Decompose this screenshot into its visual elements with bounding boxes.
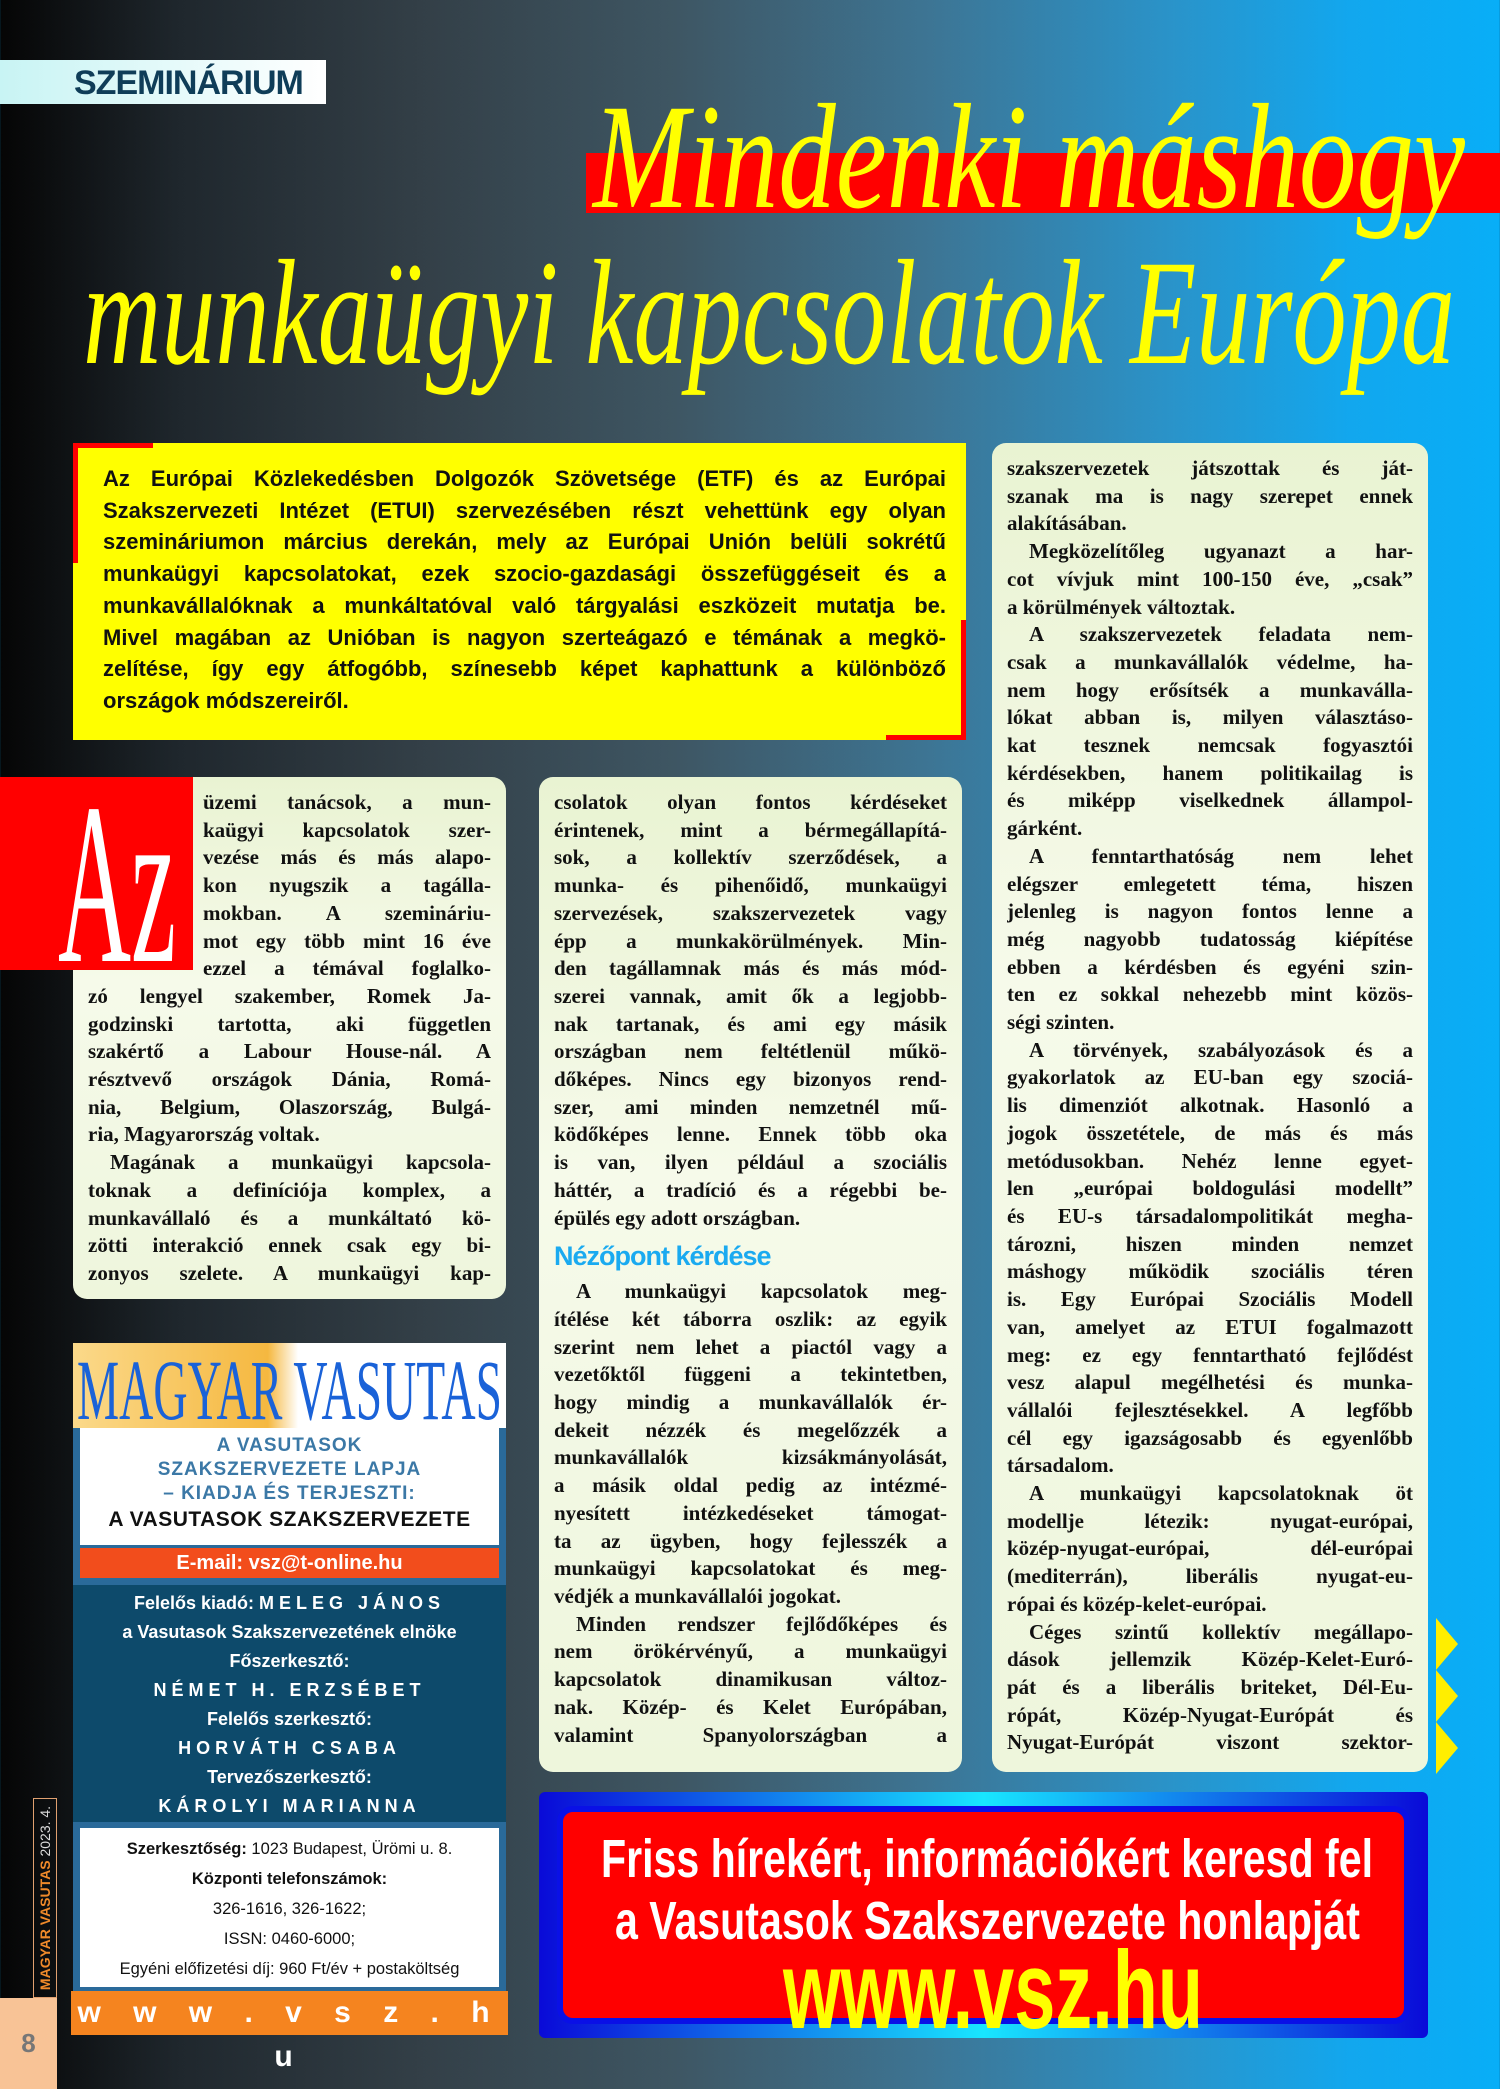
text-line: ezzel a témával foglalko- [203,956,491,981]
text-line: Megközelítőleg ugyanazt a har- [1029,539,1413,564]
text-line: munkaügyi kapcsolatokat és meg- [554,1556,947,1581]
text-line: vesz alapul megélhetési és munka- [1007,1370,1413,1395]
text-line: kaügyi kapcsolatok szer- [203,817,491,842]
text-line: szakszervezetek játszottak és ját- [1007,456,1413,480]
lead-line: zelítése, így egy átfogóbb, színesebb képet kaphattunk a különböző [103,656,946,682]
text-line: országban nem feltétlenül műkö- [554,1039,947,1064]
staff-list [73,1585,506,1822]
text-line: A fenntarthatóság nem lehet [1029,843,1413,868]
subscription-price: Egyéni előfizetési díj: 960 Ft/év + postaköltség [119,1960,460,1978]
text-line: dások jellemzik Közép-Kelet-Euró- [1007,1647,1413,1672]
text-line: résztvevő országok Dánia, Romá- [88,1067,491,1092]
text-line: len „európai boldogulási modellt” [1007,1176,1413,1201]
office-address-text: 1023 Budapest, Ürömi u. 8. [251,1840,453,1858]
text-line: védjék a munkavállalói jogokat. [554,1583,842,1608]
page-number [0,1998,57,2089]
text-line: üzemi tanácsok, a mun- [203,790,491,814]
text-line: cél egy igazságosabb és egyenlőbb [1007,1425,1413,1450]
text-line: zötti interakció ennek csak egy bi- [88,1233,491,1258]
text-line: épülés egy adott országban. [554,1205,801,1230]
lead-line: szemináriumon március derekán, mely az Európai Unión belüli sokrétű [103,529,946,555]
text-line: (mediterrán), liberális nyugat-eu- [1007,1564,1413,1589]
text-line: nia, Belgium, Olaszország, Bulgá- [88,1094,491,1119]
text-line: is. Egy Európai Szociális Modell [1007,1287,1413,1312]
text-line: kérdésekben, hanem politikailag is [1007,760,1413,785]
text-line: ten ez sokkal nehezebb mint közös- [1007,982,1413,1007]
logo-text: MAGYAR VASUTAS [77,1343,502,1428]
text-line: a másik oldal pedig az intézmé- [554,1473,947,1498]
text-line: a körülmények változtak. [1007,594,1236,619]
staff-publisher [73,1589,506,1618]
text-line: és miképp viselkednek állampol- [1007,788,1413,813]
text-line: közép-nyugat-európai, dél-európai [1007,1536,1413,1561]
website-banner[interactable] [539,1792,1428,2052]
text-line: modellje létezik: nyugat-európai, [1007,1508,1413,1533]
text-line: zó lengyel szakember, Romek Ja- [88,983,491,1008]
lead-line: Szakszervezeti Intézet (ETUI) szervezésében részt vehettünk egy olyan [103,497,946,523]
text-line: jogok összetétele, de más és más [1007,1120,1413,1145]
text-line: metódusokban. Nehéz lenne egyet- [1007,1148,1413,1173]
section-label-text: SZEMINÁRIUM [74,64,303,102]
red-corner-accent [961,620,966,740]
text-line: Minden rendszer fejlődőképes és [576,1611,947,1636]
text-line: elégszer emlegetett téma, hiszen [1007,871,1413,896]
banner-url[interactable]: www.vsz.hu [783,1929,1203,2052]
text-line: ítélése két táborra oszlik: az egyik [554,1306,947,1331]
staff-name: NÉMET H. ERZSÉBET [153,1680,426,1700]
text-line: hogy mindig a munkavállalók ér- [554,1390,947,1415]
impressum-box [73,1343,506,2073]
banner-line-2: a Vasutasok Szakszervezete honlapját [615,1891,1360,1951]
lead-line: Mivel magában az Unióban is nagyon szerteágazó e témának a megkö- [103,624,946,650]
text-line: kat tesznek nemcsak fogyasztói [1007,733,1413,758]
text-line: munkavállalók kizsákmányolását, [554,1445,947,1470]
issue-number: 2023. 4. [37,1805,53,1857]
text-line: Céges szintű kollektív megállapo- [1029,1619,1413,1644]
text-line: csak a munkavállalók védelme, ha- [1007,649,1413,674]
drop-cap-text: Az [58,777,176,970]
office-address [80,1834,499,1864]
text-line: pát és a liberális briteket, Dél-Eu- [1007,1674,1413,1699]
publisher-info [80,1428,499,1545]
text-line: szervezések, szakszervezetek vagy [554,900,947,925]
text-line: vállalói fejlesztésekkel. A legfőbb [1007,1397,1413,1422]
text-line: rópát, Közép-Nyugat-Európát és [1007,1702,1413,1727]
staff-label: Tervezőszerkesztő: [207,1767,372,1787]
text-line: ködőképes lenne. Ennek több oka [554,1122,947,1147]
lead-paragraph [103,463,946,717]
magyar-vasutas-logo [73,1343,506,1428]
text-line: szer, ami minden nemzetnél mű- [554,1094,947,1119]
banner-panel [557,1806,1410,2052]
text-line: kapcsolatok dinamikusan változ- [554,1667,947,1692]
subheading: Nézőpont kérdése [554,1241,771,1272]
text-line: nem hogy erősítsék a munkaválla- [1007,677,1413,702]
text-line: Nyugat-Európát viszont szektor- [1007,1730,1413,1755]
article-column-3 [992,443,1428,1772]
text-line: valamint Spanyolországban a [554,1722,947,1747]
text-line: érintenek, mint a bérmegállapítá- [554,817,947,842]
text-line: gárként. [1007,816,1083,841]
text-line: nyesített intézkedéseket támogat- [554,1500,947,1525]
phones-label: Központi telefonszámok: [191,1870,388,1888]
lead-line: Az Európai Közlekedésben Dolgozók Szövetsége (ETF) és az Európai [103,466,946,491]
text-line: A szakszervezetek feladata nem- [1029,622,1413,647]
text-line: szerint nem lehet a piactól vagy a [554,1334,947,1359]
publisher-line: SZAKSZERVEZETE LAPJA [157,1459,422,1480]
text-line: alakításában. [1007,511,1127,536]
staff-name: MELEG JÁNOS [259,1593,446,1613]
text-line: máshogy működik szociális téren [1007,1259,1413,1284]
text-line: Magának a munkaügyi kapcsola- [110,1150,491,1175]
text-line: nak. Közép- és Kelet Európában, [554,1694,947,1719]
text-line: és EU-s társadalompolitikát megha- [1007,1203,1413,1228]
phone-numbers: 326-1616, 326-1622; [212,1900,367,1918]
text-line: A törvények, szabályozások és a [1029,1037,1413,1062]
text-line: társadalom. [1007,1453,1114,1478]
text-line: kon nyugszik a tagálla- [203,873,491,898]
contact-info [80,1828,499,1987]
staff-label: Főszerkesztő: [229,1651,350,1671]
website-link[interactable]: w w w . v s z . h u [71,1991,508,2035]
section-label [0,60,326,104]
text-line: ta az ügyben, hogy fejlesszék a [554,1528,947,1553]
text-line: toknak a definíciója komplex, a [88,1177,491,1202]
red-corner-accent [73,443,78,563]
publisher-name: A VASUTASOK SZAKSZERVEZETE [108,1508,471,1531]
text-line: den tagállamnak más és más mód- [554,956,947,981]
text-line: rópai és közép-kelet-európai. [1007,1591,1267,1616]
text-line: lis dimenziót alkotnak. Hasonló a [1007,1093,1413,1118]
triangle-right-icon [1436,1722,1458,1774]
text-line: mokban. A szemináriu- [203,900,491,925]
text-line: is van, ilyen például a szociális [554,1150,947,1175]
text-line: nem örökérvényű, a munkaügyi [554,1639,947,1664]
lead-line: országok módszereiről. [103,687,349,713]
text-line: ria, Magyarország voltak. [88,1122,320,1147]
drop-cap [0,777,193,970]
text-line: munkavállaló és a munkáltató kö- [88,1205,491,1230]
lead-paragraph-box [73,443,966,740]
text-line: zonyos szelete. A munkaügyi kap- [88,1260,491,1285]
text-line: meg: ez egy fenntartható fejlődést [1007,1342,1413,1367]
text-line: csolatok olyan fontos kérdéseket [554,790,947,814]
text-line: tározni, hiszen minden nemzet [1007,1231,1413,1256]
text-line: ségi szinten. [1007,1010,1115,1035]
text-line: van, amelyet az ETUI fogalmazott [1007,1314,1413,1339]
text-line: szanak ma is nagy szerepet ennek [1007,483,1413,508]
text-line: godzinski tartotta, aki független [88,1011,491,1036]
staff-label: Felelős kiadó: [133,1593,254,1613]
text-line: cot vívjuk mint 100-150 éve, „csak” [1007,566,1413,591]
text-line: még nagyobb tudatosság kiépítése [1007,926,1413,951]
text-line: gyakorlatok az EU-ban egy szociá- [1007,1065,1413,1090]
text-line: vezetőktől függeni a tekintetben, [554,1362,947,1387]
page-number-text: 8 [21,2028,36,2058]
text-line: jelenleg is nagyon fontos lenne a [1007,899,1413,924]
publisher-line: – KIADJA ÉS TERJESZTI: [163,1483,416,1504]
text-line: nak tartanak, és ami egy másik [554,1011,947,1036]
email-link[interactable]: E-mail: vsz@t-online.hu [80,1548,499,1578]
article-column-2 [539,777,962,1772]
publisher-line: A VASUTASOK [216,1435,363,1456]
text-line: sok, a kollektív szerződések, a [554,845,947,870]
office-label: Szerkesztőség: [126,1840,247,1858]
headline-line-1 [593,74,1500,240]
magazine-name: MAGYAR VASUTAS [37,1860,53,1991]
headline-line-2-text: munkaügyi kapcsolatok Európa [83,230,1455,396]
issue-label [33,1798,57,1998]
text-line: vezése más és más alapo- [203,845,491,870]
text-line: dőképes. Nincs egy bizonyos rend- [554,1067,947,1092]
text-line: háttér, a tradíció és a régebbi be- [554,1177,947,1202]
triangle-right-icon [1436,1618,1458,1670]
text-line: A munkaügyi kapcsolatok meg- [576,1279,947,1304]
triangle-right-icon [1436,1670,1458,1722]
headline-line-1-text: Mindenki máshogy [593,74,1465,240]
staff-label: Felelős szerkesztő: [206,1709,373,1729]
text-line: ebben a kérdésben és egyéni szin- [1007,954,1413,979]
text-line: szerei vannak, amit ők a legjobb- [554,983,947,1008]
text-line: A munkaügyi kapcsolatoknak öt [1029,1481,1413,1506]
text-line: munka- és pihenőidő, munkaügyi [554,873,947,898]
banner-line-1: Friss hírekért, információkért keresd fel [601,1829,1373,1889]
lead-line: munkavállalóknak a munkáltatóval való tárgyalási eszközeit mutatja be. [103,592,946,618]
lead-line: munkaügyi kapcsolatokat, ezek szocio-gazdasági összefüggéseit és a [103,561,946,587]
issn: ISSN: 0460-6000; [223,1930,356,1948]
text-line: mot egy több mint 16 éve [203,928,491,953]
text-line: lókat abban is, milyen választáso- [1007,705,1413,730]
staff-name: HORVÁTH CSABA [178,1738,401,1758]
text-line: épp a munkakörülmények. Min- [554,928,947,953]
headline-line-2 [83,230,1500,396]
staff-name: KÁROLYI MARIANNA [158,1796,421,1816]
text-line: szakértő a Labour House-nál. A [88,1039,491,1064]
text-line: dekeit nézzék és megelőzzék a [554,1417,947,1442]
staff-role: a Vasutasok Szakszervezetének elnöke [122,1622,457,1642]
